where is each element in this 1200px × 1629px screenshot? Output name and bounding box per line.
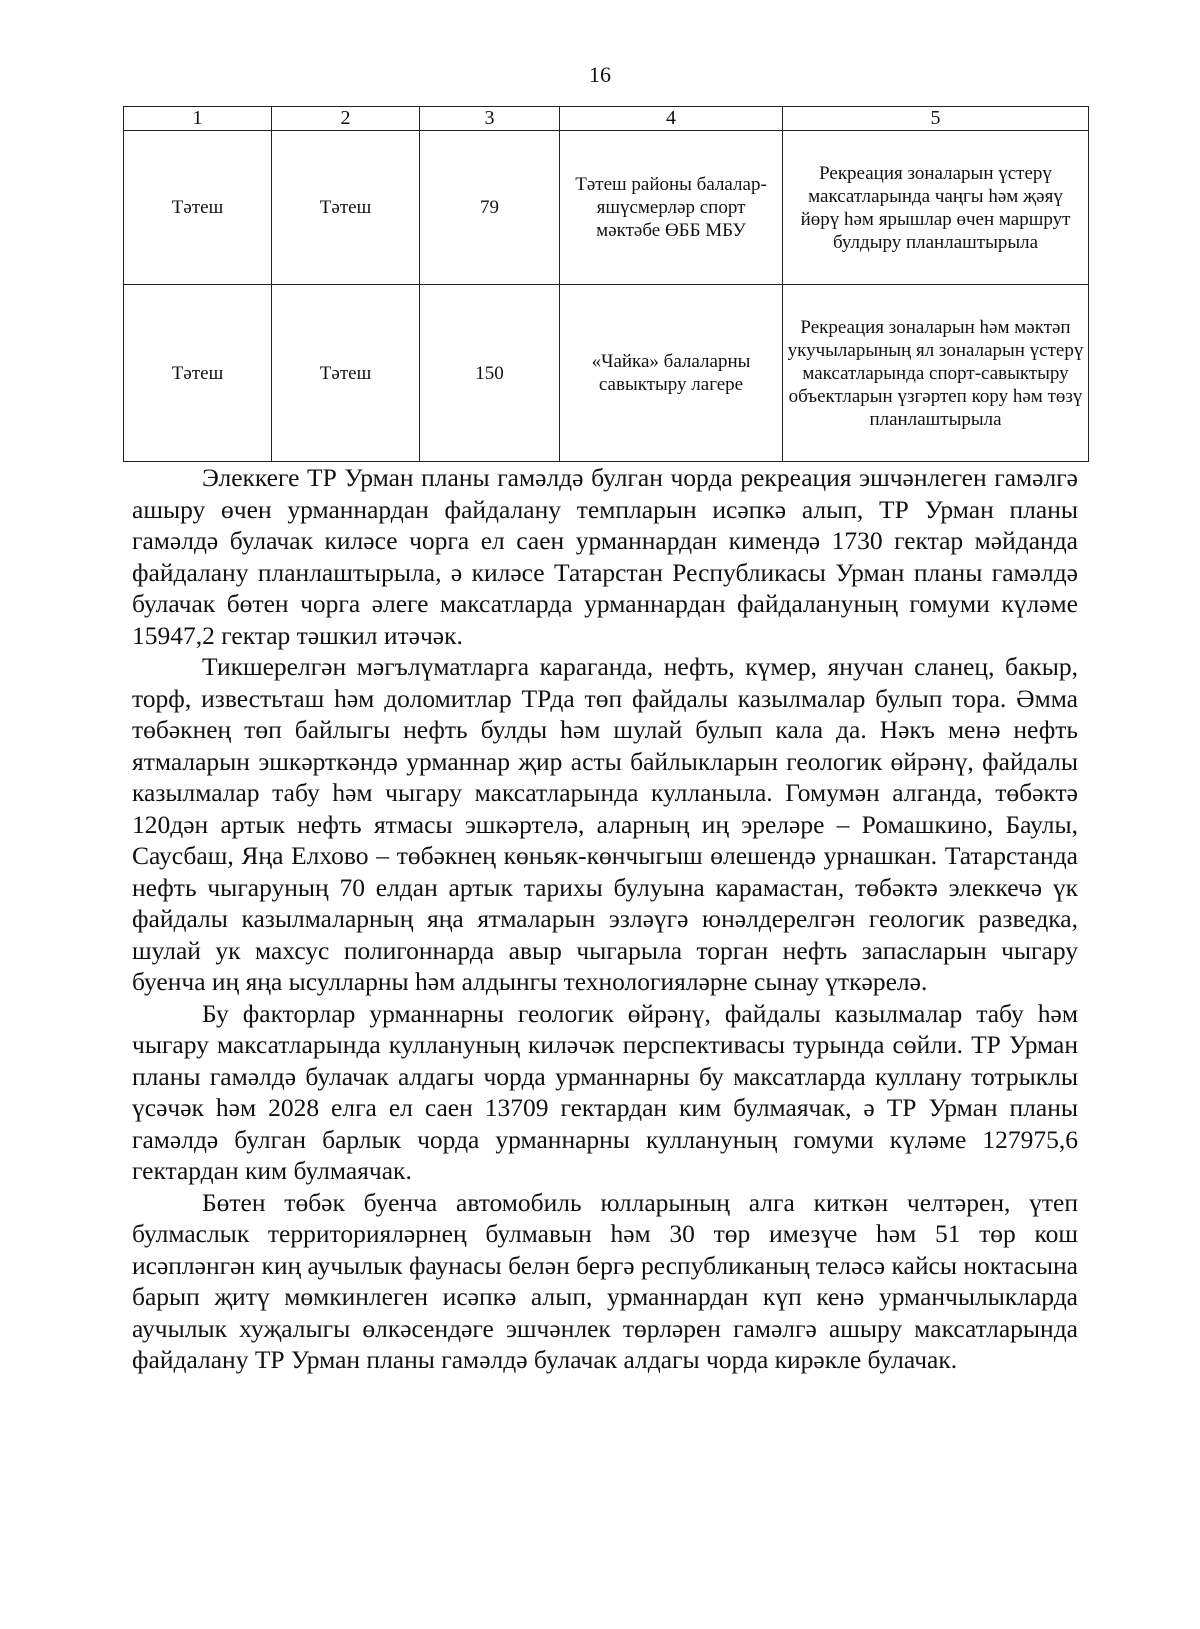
table-cell: «Чайка» балаларны савыктыру лагере bbox=[560, 285, 783, 462]
table-cell: Тәтеш bbox=[124, 131, 272, 285]
column-header: 1 bbox=[124, 107, 272, 131]
table-cell: Тәтеш bbox=[272, 131, 420, 285]
table-cell: Рекреация зоналарын үстерү максатларында чаңгы һәм җәяү йөрү һәм ярышлар өчен маршрут булдыру планлаштырыла bbox=[783, 131, 1089, 285]
body-text bbox=[132, 462, 1078, 1376]
table-cell: 150 bbox=[420, 285, 560, 462]
table-cell: Рекреация зоналарын һәм мәктәп укучыларының ял зоналарын үстерү максатларында спорт-савыктыру объектларын үзгәртеп кору һәм төзү планлаштырыла bbox=[783, 285, 1089, 462]
page-number: 16 bbox=[589, 62, 611, 87]
table-cell: Тәтеш районы балалар-яшүсмерләр спорт мәктәбе ӨББ МБУ bbox=[560, 131, 783, 285]
paragraph: Тикшерелгән мәгълүматларга караганда, нефть, күмер, янучан сланец, бакыр, торф, известьташ һәм доломитлар ТРда төп файдалы казылмалар булып тора. Әмма төбәкнең төп байлыгы нефть булды һәм шулай булып кала да. Нәкъ менә нефть ятмаларын эшкәрткәндә урманнар җир асты байлыкларын геологик өйрәнү, файдалы казылмалар табу һәм чыгару максатларында кулланыла. Гомумән алганда, төбәктә 120дән артык нефть ятмасы эшкәртелә, аларның иң эреләре – Ромашкино, Баулы, Саусбаш, Яңа Елхово – төбәкнең көньяк-көнчыгыш өлешендә урнашкан. Татарстанда нефть чыгаруның 70 елдан артык тарихы булуына карамастан, төбәктә элеккечә үк файдалы казылмаларның яңа ятмаларын эзләүгә юнәлдерелгән геологик разведка, шулай ук махсус полигоннарда авыр чыгарыла торган нефть запасларын чыгару буенча иң яңа ысулларны һәм алдынгы технологияләрне сынау үткәрелә. bbox=[132, 652, 1078, 996]
column-header: 2 bbox=[272, 107, 420, 131]
paragraph: Бу факторлар урманнарны геологик өйрәнү, файдалы казылмалар табу һәм чыгару максатларында куллануның киләчәк перспективасы турында сөйли. ТР Урман планы гамәлдә булачак алдагы чорда урманнарны бу максатларда куллану тотрыклы үсәчәк һәм 2028 елга ел саен 13709 гектардан ким булмаячак, ә ТР Урман планы гамәлдә булган барлык чорда урманнарны куллануның гомуми күләме 127975,6 гектардан ким булмаячак. bbox=[132, 998, 1078, 1185]
paragraph: Элеккеге ТР Урман планы гамәлдә булган чорда рекреация эшчәнлеген гамәлгә ашыру өчен урманнардан файдалану темпларын исәпкә алып, ТР Урман планы гамәлдә булачак киләсе чорга ел саен урманнардан кимендә 1730 гектар мәйданда файдалану планлаштырыла, ә киләсе Татарстан Республикасы Урман планы гамәлдә булачак бөтен чорга әлеге максатларда урманнардан файдалануның гомуми күләме 15947,2 гектар тәшкил итәчәк. bbox=[132, 463, 1078, 650]
column-header: 4 bbox=[560, 107, 783, 131]
paragraph: Бөтен төбәк буенча автомобиль юлларының алга киткән челтәрен, үтеп булмаслык территорияләрнең булмавын һәм 30 төр имезүче һәм 51 төр кош исәпләнгән киң аучылык фаунасы белән бергә республиканың теләсә кайсы ноктасына барып җитү мөмкинлеген исәпкә алып, урманнардан күп кенә урманчылыкларда аучылык хуҗалыгы өлкәсендәге эшчәнлек төрләрен гамәлгә ашыру максатларында файдалану ТР Урман планы гамәлдә булачак алдагы чорда кирәкле булачак. bbox=[132, 1187, 1078, 1374]
column-header: 5 bbox=[783, 107, 1089, 131]
table-row bbox=[124, 285, 1089, 462]
table-row bbox=[124, 131, 1089, 285]
table-header-row bbox=[124, 107, 1089, 131]
table-cell: Тәтеш bbox=[124, 285, 272, 462]
table-cell: Тәтеш bbox=[272, 285, 420, 462]
data-table bbox=[123, 106, 1089, 462]
column-header: 3 bbox=[420, 107, 560, 131]
table-cell: 79 bbox=[420, 131, 560, 285]
